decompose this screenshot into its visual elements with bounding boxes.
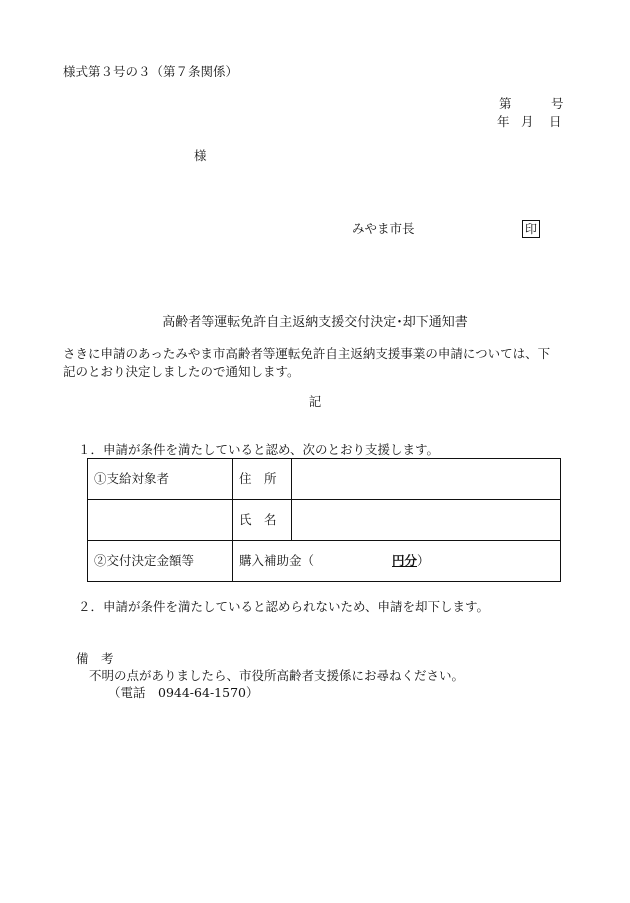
remarks-text: 不明の点がありましたら、市役所高齢者支援係にお尋ねください。 bbox=[89, 668, 465, 683]
amount-unit: 円分 bbox=[392, 552, 418, 568]
recipient-blank-cell bbox=[88, 500, 233, 541]
table-row bbox=[88, 541, 561, 582]
date-month-label: 月 bbox=[521, 114, 534, 129]
item-2-rejection: ２．申請が条件を満たしていると認められないため、申請を却下します。 bbox=[78, 599, 490, 614]
amount-suffix: ） bbox=[417, 552, 430, 568]
form-number: 様式第３号の３（第７条関係） bbox=[63, 64, 239, 79]
recipient-label-cell: ①支給対象者 bbox=[88, 459, 233, 500]
seal-mark: 印 bbox=[522, 220, 540, 238]
name-label-cell: 氏 名 bbox=[233, 500, 292, 541]
address-label-cell: 住 所 bbox=[233, 459, 292, 500]
ki-heading: 記 bbox=[308, 394, 322, 409]
date-day-label: 日 bbox=[549, 114, 562, 129]
amount-prefix: 購入補助金（ bbox=[239, 552, 315, 568]
document-number-label: 第 bbox=[499, 96, 512, 111]
document-title: 高齢者等運転免許自主返納支援交付決定･却下通知書 bbox=[162, 315, 468, 330]
intro-text-line-2: 記のとおり決定しましたので通知します。 bbox=[63, 364, 300, 379]
table-row bbox=[88, 459, 561, 500]
name-value-cell bbox=[292, 500, 561, 541]
intro-text-line-1: さきに申請のあったみやま市高齢者等運転免許自主返納支援事業の申請については、下 bbox=[63, 346, 551, 361]
remarks-label: 備 考 bbox=[76, 651, 114, 666]
issuer-name: みやま市長 bbox=[352, 221, 415, 236]
amount-value-cell bbox=[233, 541, 561, 582]
table-row bbox=[88, 500, 561, 541]
address-value-cell bbox=[292, 459, 561, 500]
document-number-suffix: 号 bbox=[551, 96, 564, 111]
date-year-label: 年 bbox=[497, 114, 510, 129]
remarks-phone: （電話 0944-64-1570） bbox=[108, 685, 259, 700]
recipient-honorific: 様 bbox=[194, 148, 207, 163]
support-details-table bbox=[87, 458, 561, 582]
amount-label-cell: ②交付決定金額等 bbox=[88, 541, 233, 582]
item-1-approval: １．申請が条件を満たしていると認め、次のとおり支援します。 bbox=[78, 442, 440, 457]
